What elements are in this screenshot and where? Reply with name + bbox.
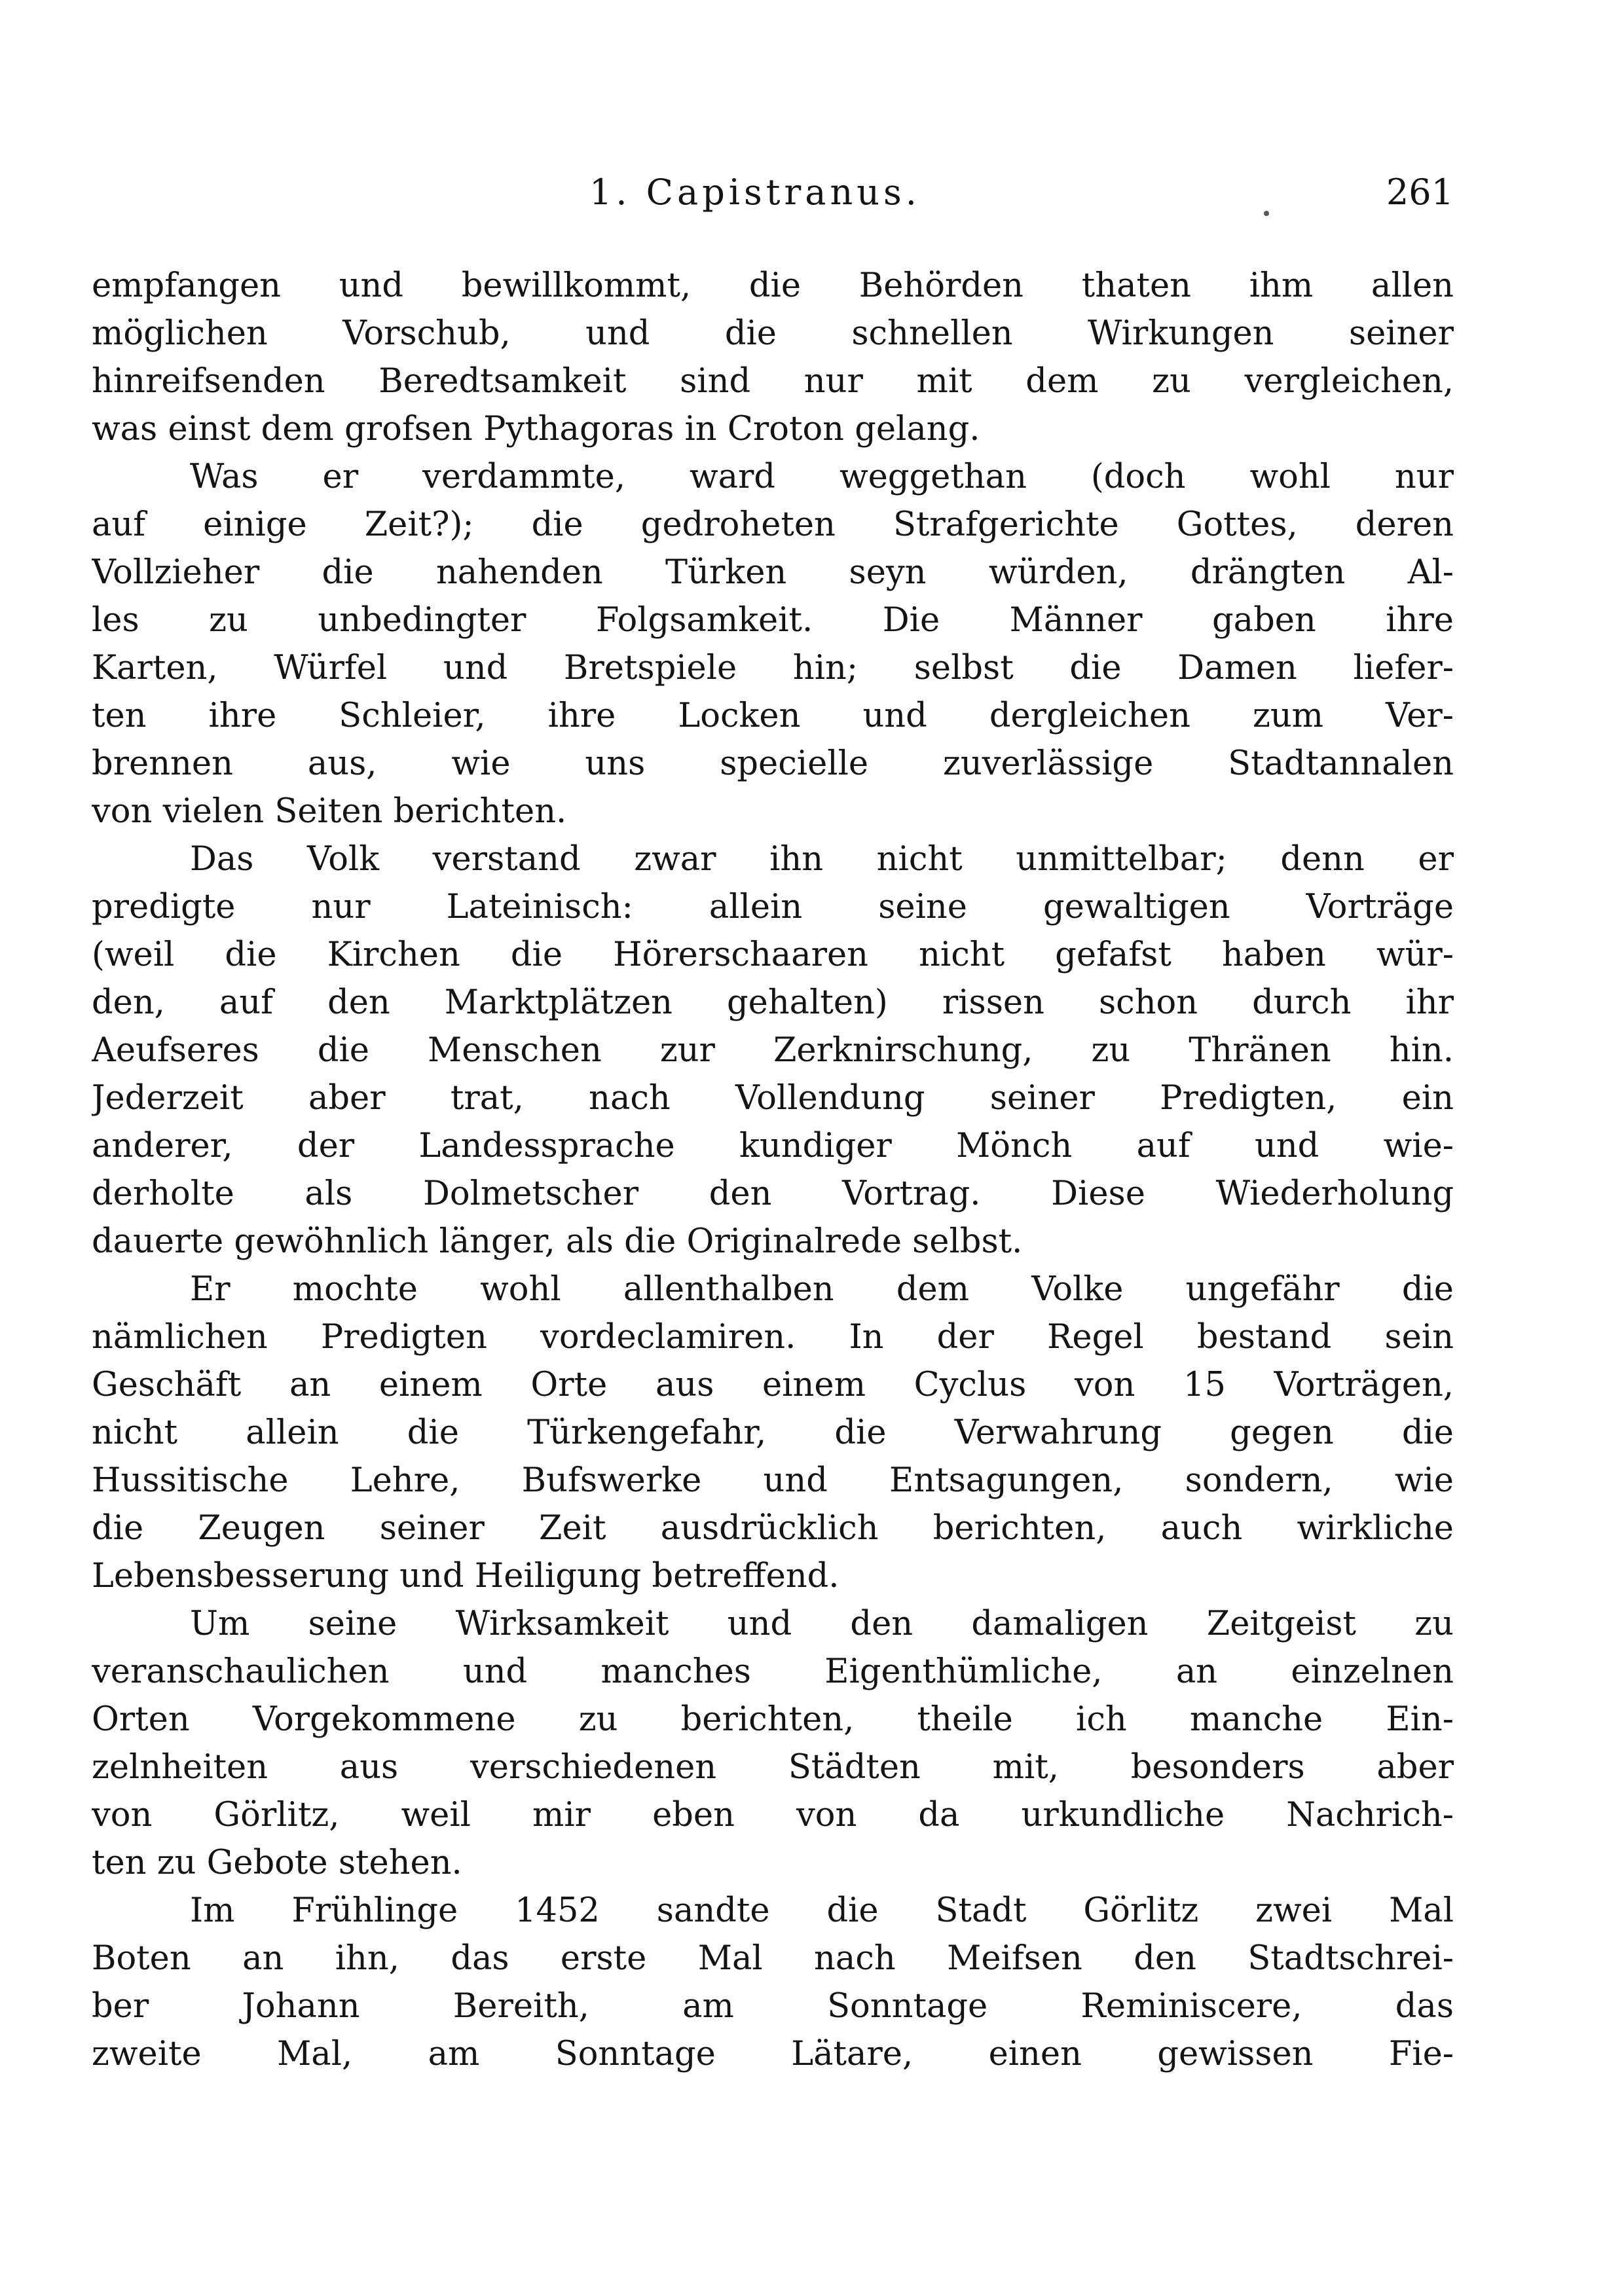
text-line: Im Frühlinge 1452 sandte die Stadt Görlitz zwei Mal: [190, 1891, 1454, 1930]
text-line: auf einige Zeit?); die gedroheten Strafgerichte Gottes, deren: [92, 505, 1454, 544]
text-line: Lebensbesserung und Heiligung betreffend.: [92, 1557, 840, 1595]
text-line: ten zu Gebote stehen.: [92, 1844, 462, 1882]
text-line: Geschäft an einem Orte aus einem Cyclus von 15 Vorträgen,: [92, 1366, 1454, 1404]
text-line: (weil die Kirchen die Hörerschaaren nicht gefafst haben wür-: [92, 936, 1454, 974]
text-line: derholte als Dolmetscher den Vortrag. Diese Wiederholung: [92, 1175, 1454, 1213]
text-line: Vollzieher die nahenden Türken seyn würden, drängten Al-: [92, 553, 1454, 592]
text-line: Boten an ihn, das erste Mal nach Meifsen den Stadtschrei-: [92, 1939, 1454, 1978]
text-line: den, auf den Marktplätzen gehalten) rissen schon durch ihr: [92, 983, 1454, 1022]
text-line: Hussitische Lehre, Bufswerke und Entsagungen, sondern, wie: [92, 1461, 1454, 1500]
text-line: les zu unbedingter Folgsamkeit. Die Männer gaben ihre: [92, 601, 1454, 640]
text-line: ten ihre Schleier, ihre Locken und dergleichen zum Ver-: [92, 697, 1454, 735]
text-line: veranschaulichen und manches Eigenthümliche, an einzelnen: [92, 1652, 1454, 1691]
body-text: [92, 262, 1454, 2078]
text-line: Jederzeit aber trat, nach Vollendung seiner Predigten, ein: [92, 1079, 1454, 1118]
text-line: Er mochte wohl allenthalben dem Volke ungefähr die: [190, 1270, 1454, 1309]
text-line: zweite Mal, am Sonntage Lätare, einen gewissen Fie-: [92, 2035, 1454, 2073]
text-line: hinreifsenden Beredtsamkeit sind nur mit dem zu vergleichen,: [92, 362, 1454, 401]
text-line: von Görlitz, weil mir eben von da urkundliche Nachrich-: [92, 1796, 1454, 1834]
text-line: empfangen und bewillkommt, die Behörden thaten ihm allen: [92, 266, 1454, 305]
text-line: die Zeugen seiner Zeit ausdrücklich berichten, auch wirkliche: [92, 1509, 1454, 1548]
text-line: predigte nur Lateinisch: allein seine gewaltigen Vorträge: [92, 888, 1454, 926]
text-line: Karten, Würfel und Bretspiele hin; selbst die Damen liefer-: [92, 649, 1454, 687]
page-number: 261: [1386, 172, 1454, 213]
text-line: anderer, der Landessprache kundiger Mönch auf und wie-: [92, 1127, 1454, 1165]
text-line: Um seine Wirksamkeit und den damaligen Zeitgeist zu: [190, 1605, 1454, 1643]
text-line: nicht allein die Türkengefahr, die Verwahrung gegen die: [92, 1413, 1454, 1452]
text-line: möglichen Vorschub, und die schnellen Wirkungen seiner: [92, 314, 1454, 353]
text-line: Aeufseres die Menschen zur Zerknirschung, zu Thränen hin.: [92, 1031, 1454, 1070]
text-line: Das Volk verstand zwar ihn nicht unmittelbar; denn er: [190, 840, 1454, 879]
text-line: von vielen Seiten berichten.: [92, 792, 567, 831]
text-line: dauerte gewöhnlich länger, als die Originalrede selbst.: [92, 1222, 1023, 1261]
text-line: Orten Vorgekommene zu berichten, theile ich manche Ein-: [92, 1700, 1454, 1739]
page-header: [589, 172, 1454, 224]
text-line: Was er verdammte, ward weggethan (doch wohl nur: [190, 458, 1454, 496]
running-title: 1. Capistranus.: [589, 172, 921, 213]
text-line: brennen aus, wie uns specielle zuverlässige Stadtannalen: [92, 744, 1454, 783]
print-speck: [1264, 211, 1269, 216]
text-line: zelnheiten aus verschiedenen Städten mit, besonders aber: [92, 1748, 1454, 1787]
text-line: was einst dem grofsen Pythagoras in Croton gelang.: [92, 410, 980, 448]
text-line: nämlichen Predigten vordeclamiren. In der Regel bestand sein: [92, 1318, 1454, 1357]
text-line: ber Johann Bereith, am Sonntage Reminiscere, das: [92, 1987, 1454, 2026]
